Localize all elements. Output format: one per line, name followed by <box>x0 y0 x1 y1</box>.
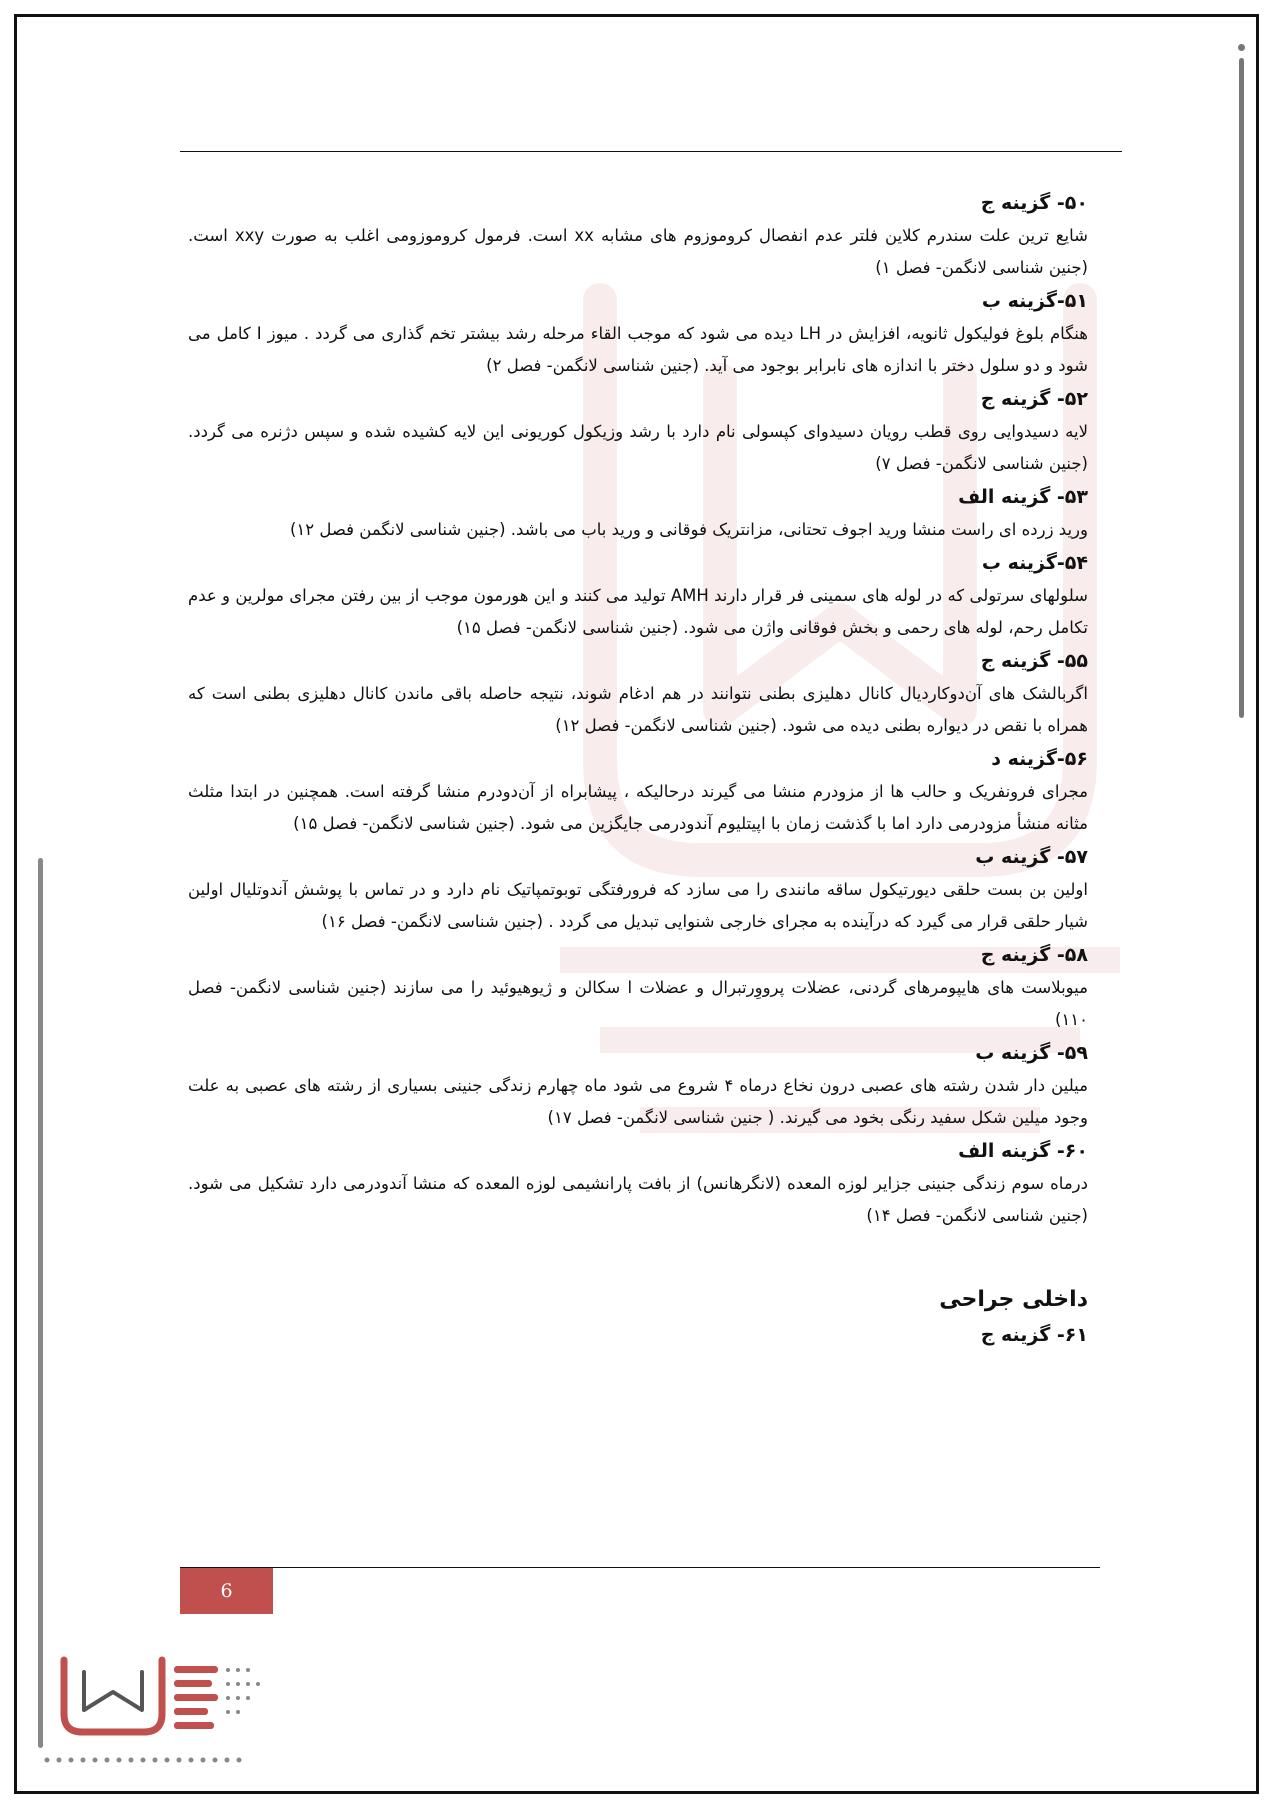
answer-text: میوبلاست های هایپومرهای گردنی، عضلات پرووِرتبرال و عضلات ا سکالن و ژیوهیوئید را می سازند (جنین شناسی لانگمن- فصل ۱۱۰) <box>188 978 1088 1029</box>
decorative-bar <box>1239 58 1244 718</box>
decorative-dots <box>44 1757 244 1763</box>
answers-content <box>188 186 1088 1352</box>
answer-text: اولین بن بست حلقی دیورتیکول ساقه مانندی را می سازد که فرورفتگی توبوتمپاتیک نام دارد و در تماس با پوشش آندوتلیال اولین شیار حلقی قرار می گیرد که درآینده به مجرای خارجی شنوایی تبدیل می گردد . (جنین شناسی لانگمن- فصل ۱۶) <box>188 880 1088 931</box>
decorative-dot <box>1238 44 1245 51</box>
answer-54 <box>188 546 1088 644</box>
answer-heading: ۵۰- گزینه ج <box>980 192 1088 214</box>
answer-heading: ۵۴-گزینه ب <box>981 552 1088 574</box>
answer-50 <box>188 186 1088 284</box>
answer-51 <box>188 284 1088 382</box>
answer-53 <box>188 480 1088 546</box>
answer-text: سلولهای سرتولی که در لوله های سمینی فر قرار دارند AMH تولید می کنند و این هورمون موجب از بین رفتن مجرای مولرین و عدم تکامل رحم، لوله های رحمی و بخش فوقانی واژن می شود. (جنین شناسی لانگمن- فصل ۱۵) <box>188 586 1088 637</box>
answer-text: میلین دار شدن رشته های عصبی درون نخاع درماه ۴ شروع می شود ماه چهارم زندگی جنینی بسیاری از رشته های عصبی به علت وجود میلین شکل سفید رنگی بخود می گیرند. ( جنین شناسی لانگمن- فصل ۱۷) <box>188 1076 1088 1127</box>
answer-57 <box>188 840 1088 938</box>
answer-text: ورید زرده ای راست منشا ورید اجوف تحتانی، مزانتریک فوقانی و ورید باب می باشد. (جنین شناسی لانگمن فصل ۱۲) <box>289 520 1088 539</box>
page-number: 6 <box>180 1568 273 1614</box>
answer-text: درماه سوم زندگی جنینی جزایر لوزه المعده (لانگرهانس) از بافت پارانشیمی لوزه المعده که منشا آندودرمی دارد تشکیل می شود. (جنین شناسی لانگمن- فصل ۱۴) <box>188 1174 1088 1225</box>
answer-heading: ۵۹- گزینه ب <box>975 1042 1088 1064</box>
decorative-bar <box>38 858 43 1748</box>
publisher-logo <box>50 1648 270 1756</box>
answer-text: مجرای فرونفریک و حالب ها از مزودرم منشا می گیرند درحالیکه ، پیشابراه از آن‌دودرم منشا گرفته است. همچنین در ابتدا مثلث مثانه منشأ مزودرمی دارد اما با گذشت زمان با اپیتلیوم آندودرمی جایگزین می شود. (جنین شناسی لانگمن- فصل ۱۵) <box>188 782 1088 833</box>
answer-52 <box>188 382 1088 480</box>
answer-heading: ۵۶-گزینه د <box>991 748 1088 770</box>
answer-heading: ۵۵- گزینه ج <box>980 650 1088 672</box>
answer-heading: ۶۱- گزینه ج <box>980 1324 1088 1346</box>
answer-heading: ۵۳- گزینه الف <box>958 486 1088 508</box>
answer-heading: ۵۷- گزینه ب <box>975 846 1088 868</box>
answer-heading: ۵۸- گزینه ج <box>980 944 1088 966</box>
answer-text: اگربالشک های آن‌دوکاردیال کانال دهلیزی بطنی نتوانند در هم ادغام شوند، نتیجه حاصله باقی ماندن کانال دهلیزی بطنی است که همراه با نقص در دیواره بطنی دیده می شود. (جنین شناسی لانگمن- فصل ۱۲) <box>188 684 1088 735</box>
answer-heading: ۶۰- گزینه الف <box>958 1140 1088 1162</box>
answer-56 <box>188 742 1088 840</box>
answer-60 <box>188 1134 1088 1232</box>
answer-text: لایه دسیدوایی روی قطب رویان دسیدوای کپسولی نام دارد با رشد وزیکول کوریونی این لایه کشیده شده و سپس دژنره می گردد. (جنین شناسی لانگمن- فصل ۷) <box>188 422 1088 473</box>
answer-55 <box>188 644 1088 742</box>
footer-rule <box>180 1567 1100 1568</box>
answer-58 <box>188 938 1088 1036</box>
answer-59 <box>188 1036 1088 1134</box>
answer-text: هنگام بلوغ فولیکول ثانویه، افزایش در LH دیده می شود که موجب القاء مرحله رشد بیشتر تخم گذاری می گردد . میوز I کامل می شود و دو سلول دختر با اندازه های نابرابر بوجود می آید. (جنین شناسی لانگمن- فصل ۲) <box>188 324 1088 375</box>
section-title: داخلی جراحی <box>939 1287 1088 1312</box>
answer-text: شایع ترین علت سندرم کلاین فلتر عدم انفصال کروموزوم های مشابه xx است. فرمول کروموزومی اغلب به صورت xxy است. (جنین شناسی لانگمن- فصل ۱) <box>188 226 1088 277</box>
answer-heading: ۵۱-گزینه ب <box>981 290 1088 312</box>
answer-heading: ۵۲- گزینه ج <box>980 388 1088 410</box>
header-rule <box>180 151 1122 152</box>
